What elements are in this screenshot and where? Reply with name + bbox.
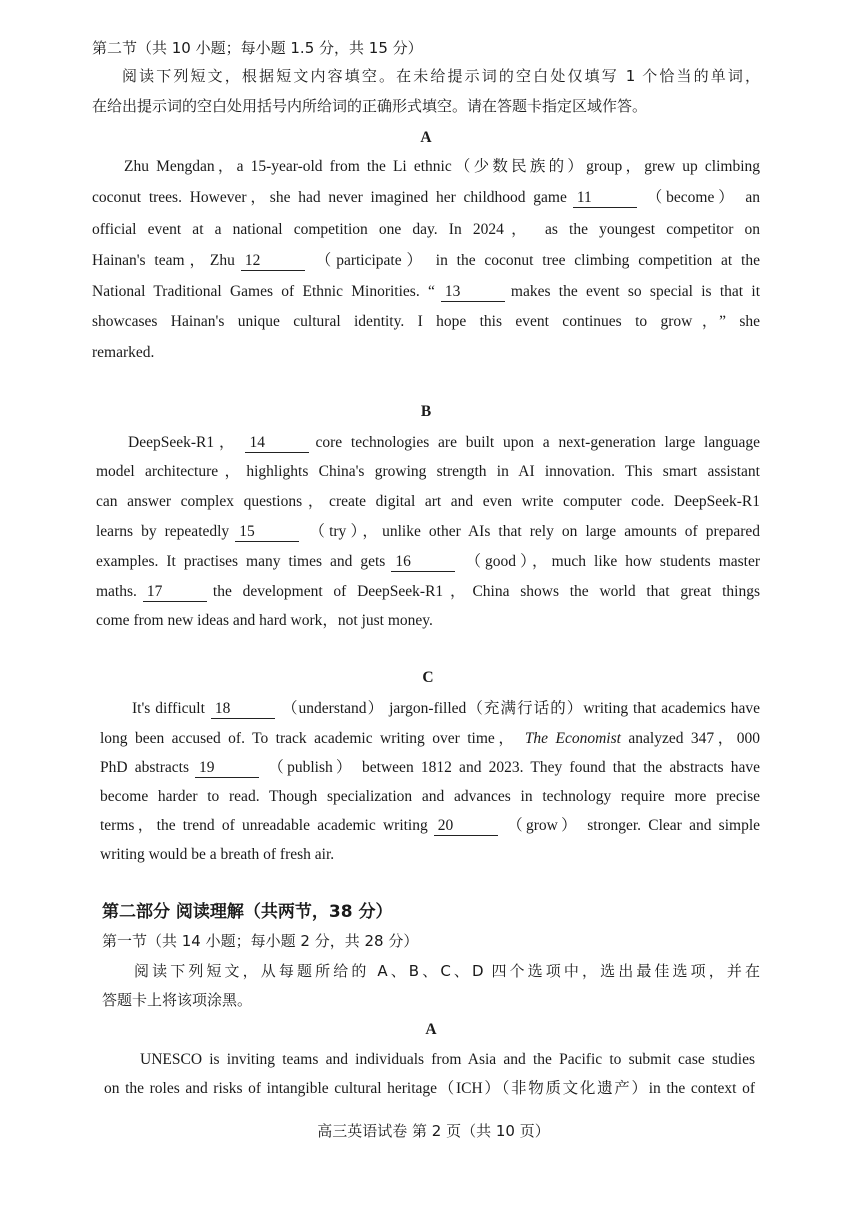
passage-line <box>92 188 760 208</box>
part-heading: 第二部分 阅读理解（共两节，38 分） <box>102 902 393 922</box>
text-segment: （grow） stronger. Clear and simple <box>503 817 761 834</box>
text-segment: National Traditional Games of Ethnic Minorities. “ <box>92 283 435 300</box>
instruction-line: 阅读下列短文，根据短文内容填空。在未给提示词的空白处仅填写 1 个恰当的单词， <box>122 67 760 85</box>
text-segment: （good），much like how students master <box>461 553 761 570</box>
instruction-line: 在给出提示词的空白处用括号内所给词的正确形式填空。请在答题卡指定区域作答。 <box>92 97 648 115</box>
passage-line: official event at a national competition one day. In 2024， as the youngest competitor on <box>92 221 760 238</box>
answer-blank: 16 <box>391 553 455 572</box>
text-segment: long been accused of. To track academic writing over time， <box>100 730 518 747</box>
passage-line <box>96 582 760 602</box>
text-segment: the development of DeepSeek-R1，China shows the world that great things <box>212 583 760 600</box>
answer-blank: 12 <box>241 252 305 271</box>
text-segment: （publish） between 1812 and 2023. They found that the abstracts have <box>264 759 760 776</box>
passage-letter: B <box>420 403 432 420</box>
text-segment: maths. <box>96 583 137 600</box>
passage-line <box>96 552 760 572</box>
answer-blank: 18 <box>211 700 275 719</box>
text-segment: PhD abstracts <box>100 759 189 776</box>
text-segment: analyzed 347，000 <box>628 730 760 747</box>
passage-letter: A <box>420 129 432 146</box>
text-segment: learns by repeatedly <box>96 523 230 540</box>
answer-blank: 19 <box>195 759 259 778</box>
text-segment: coconut trees. However，she had never imagined her childhood game <box>92 189 567 206</box>
page-footer: 高三英语试卷 第 2 页（共 10 页） <box>317 1122 550 1140</box>
passage-line <box>92 251 760 271</box>
passage-letter: A <box>425 1021 437 1038</box>
passage-line <box>100 758 760 778</box>
instruction-line: 阅读下列短文，从每题所给的 A、B、C、D 四个选项中，选出最佳选项，并在 <box>134 962 760 980</box>
text-segment: Hainan's team，Zhu <box>92 252 235 269</box>
passage-line: Zhu Mengdan，a 15-year-old from the Li ethnic（少数民族的）group，grew up climbing <box>124 158 760 175</box>
passage-line: come from new ideas and hard work，not just money. <box>96 612 433 629</box>
passage-line: can answer complex questions，create digital art and even write computer code. DeepSeek-R1 <box>96 493 760 510</box>
passage-line: showcases Hainan's unique cultural identity. I hope this event continues to grow，” she <box>92 313 760 330</box>
passage-line: become harder to read. Though specialization and advances in technology require more precise <box>100 788 760 805</box>
passage-line <box>128 433 760 453</box>
text-segment: It's difficult <box>132 700 205 717</box>
passage-line <box>92 282 760 302</box>
answer-blank: 13 <box>441 283 505 302</box>
passage-line <box>96 522 760 542</box>
text-segment: makes the event so special is that it <box>510 283 761 300</box>
text-segment: examples. It practises many times and gets <box>96 553 386 570</box>
passage-line: on the roles and risks of intangible cultural heritage（ICH）（非物质文化遗产）in the context of <box>104 1080 755 1097</box>
text-segment: core technologies are built upon a next-generation large language <box>315 434 760 451</box>
answer-blank: 20 <box>434 817 498 836</box>
answer-blank: 11 <box>573 189 637 208</box>
passage-line: writing would be a breath of fresh air. <box>100 846 335 863</box>
text-segment: terms，the trend of unreadable academic writing <box>100 817 428 834</box>
text-segment: DeepSeek-R1， <box>128 434 240 451</box>
passage-letter: C <box>422 669 434 686</box>
passage-line: model architecture，highlights China's growing strength in AI innovation. This smart assistant <box>96 463 760 480</box>
passage-line: remarked. <box>92 344 155 361</box>
text-segment: （understand） jargon-filled（充满行话的）writing that academics have <box>280 700 760 717</box>
text-segment: （participate） in the coconut tree climbing competition at the <box>310 252 760 269</box>
section-heading: 第一节（共 14 小题；每小题 2 分，共 28 分） <box>102 932 419 950</box>
answer-blank: 14 <box>245 434 309 453</box>
passage-line <box>100 816 760 836</box>
passage-line: UNESCO is inviting teams and individuals from Asia and the Pacific to submit case studies <box>140 1051 755 1068</box>
publication-title: The Economist <box>524 730 621 747</box>
answer-blank: 17 <box>143 583 207 602</box>
text-segment: （try），unlike other AIs that rely on large amounts of prepared <box>305 523 760 540</box>
passage-line <box>100 729 760 749</box>
text-segment: （become） an <box>642 189 761 206</box>
section-heading: 第二节（共 10 小题；每小题 1.5 分，共 15 分） <box>92 39 423 57</box>
passage-line <box>132 699 760 719</box>
answer-blank: 15 <box>235 523 299 542</box>
instruction-line: 答题卡上将该项涂黑。 <box>102 991 253 1009</box>
